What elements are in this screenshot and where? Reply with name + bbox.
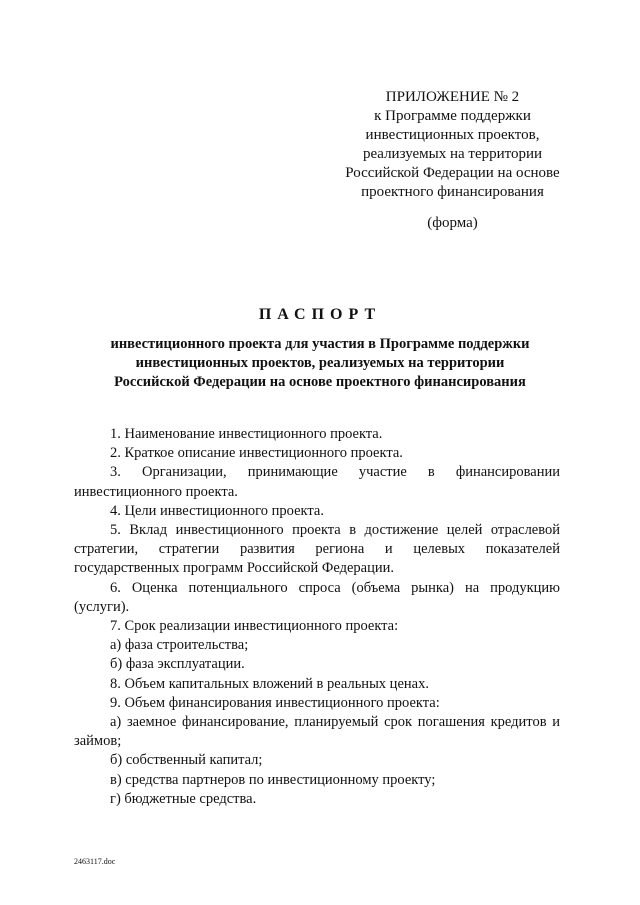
appendix-title: ПРИЛОЖЕНИЕ № 2 (385, 89, 520, 105)
list-item: а) фаза строительства; (110, 637, 249, 654)
list-item: 3. Организации, принимающие участие в финансировании инвестиционного проекта. (74, 464, 560, 500)
list-item: б) собственный капитал; (110, 752, 263, 769)
list-item: б) фаза эксплуатации. (110, 656, 245, 673)
list-item: в) средства партнеров по инвестиционному проекту; (110, 771, 436, 788)
subtitle-line: инвестиционных проектов, реализуемых на территории (135, 355, 505, 371)
appendix-line: к Программе поддержки (374, 108, 531, 124)
list-item: 2. Краткое описание инвестиционного проекта. (110, 445, 403, 462)
appendix-header (325, 88, 580, 202)
list-item: 8. Объем капитальных вложений в реальных ценах. (110, 675, 429, 692)
subtitle-line: инвестиционного проекта для участия в Программе поддержки (110, 336, 530, 352)
document-subtitle (70, 335, 570, 392)
list-item: 4. Цели инвестиционного проекта. (110, 502, 324, 519)
document-body (74, 425, 560, 809)
list-item: а) заемное финансирование, планируемый срок погашения кредитов и займов; (74, 714, 560, 750)
list-item: 9. Объем финансирования инвестиционного проекта: (110, 694, 440, 711)
form-label: (форма) (427, 215, 478, 231)
appendix-line: Российской Федерации на основе (345, 165, 560, 181)
appendix-line: инвестиционных проектов, (365, 127, 540, 143)
list-item: 1. Наименование инвестиционного проекта. (110, 426, 383, 442)
subtitle-line: Российской Федерации на основе проектного финансирования (114, 374, 526, 390)
list-item: г) бюджетные средства. (110, 790, 257, 807)
appendix-line: реализуемых на территории (362, 146, 543, 162)
list-item: 6. Оценка потенциального спроса (объема рынка) на продукцию (услуги). (74, 579, 560, 615)
list-item: 5. Вклад инвестиционного проекта в достижение целей отраслевой стратегии, стратегии развития региона и целевых показателей государственных программ Российской Федерации. (74, 522, 560, 577)
file-name-footer: 2463117.doc (74, 857, 116, 866)
document-title: ПАСПОРТ (258, 306, 382, 323)
appendix-line: проектного финансирования (361, 184, 544, 200)
list-item: 7. Срок реализации инвестиционного проекта: (110, 618, 399, 635)
